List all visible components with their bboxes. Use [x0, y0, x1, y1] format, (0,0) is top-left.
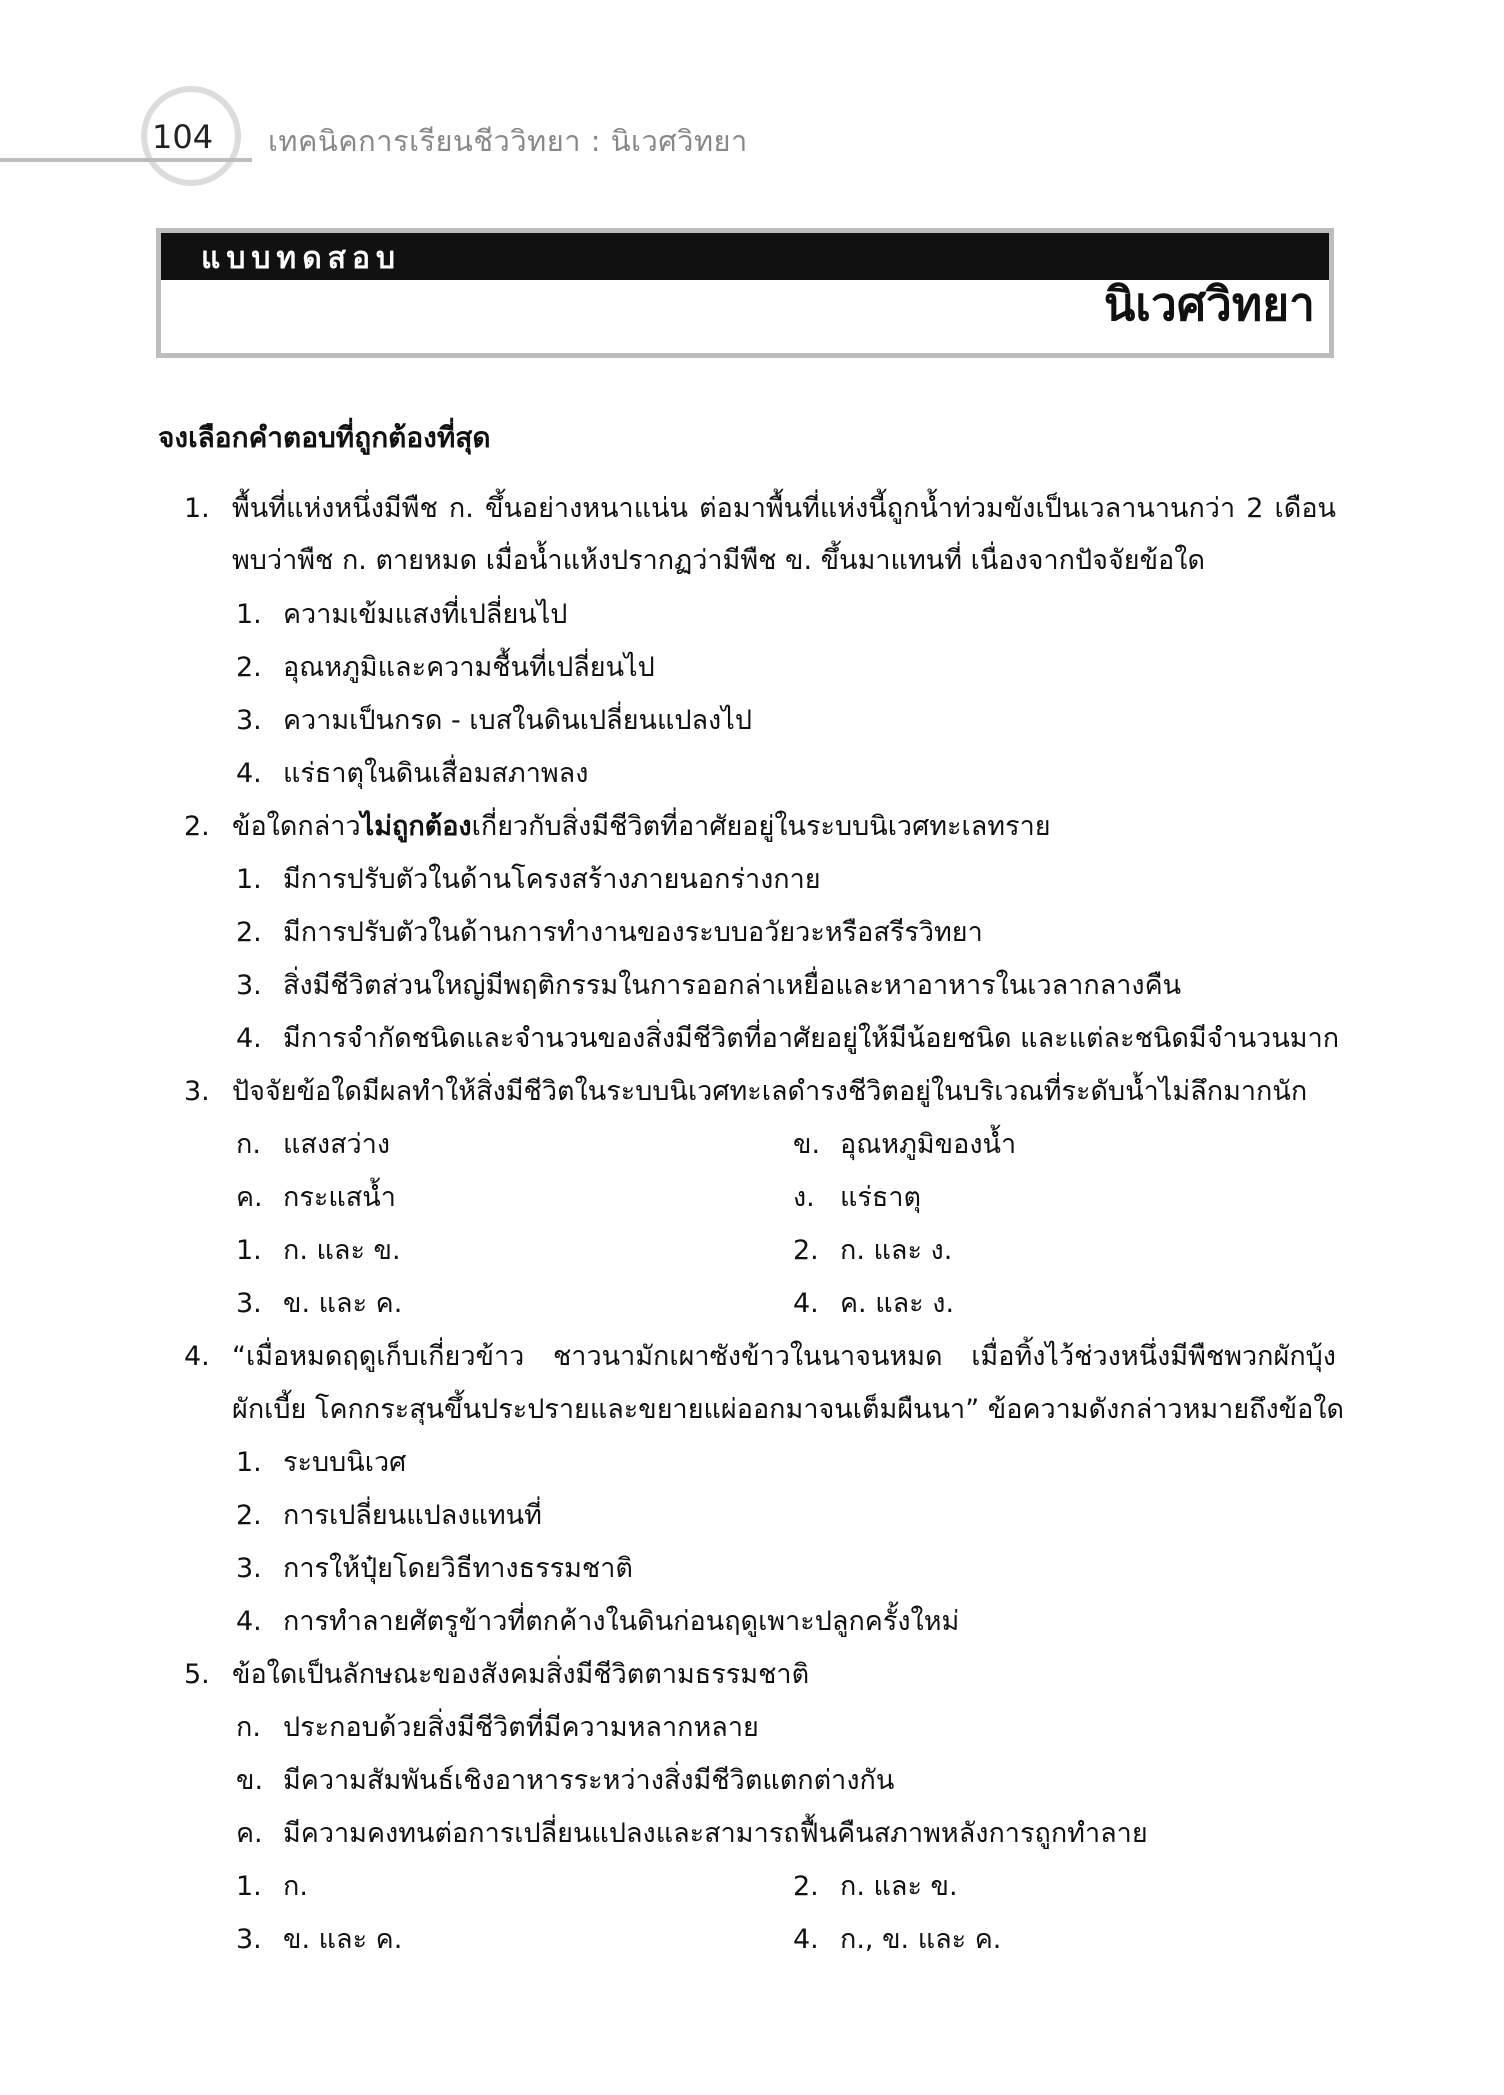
option-text: ก. และ ง.: [840, 1235, 953, 1266]
choice-text: มีความคงทนต่อการเปลี่ยนแปลงและสามารถฟื้นคืนสภาพหลังการถูกทำลาย: [283, 1818, 1148, 1849]
option-text: ค. และ ง.: [840, 1288, 955, 1319]
option-number: 1.: [236, 864, 262, 895]
option-text: ก. และ ข.: [283, 1235, 401, 1266]
option-number: 1.: [236, 1871, 262, 1902]
choice-letter: ข.: [793, 1129, 821, 1160]
choice-text: แร่ธาตุ: [840, 1182, 922, 1213]
option-text: สิ่งมีชีวิตส่วนใหญ่มีพฤติกรรมในการออกล่าเหยื่อและหาอาหารในเวลากลางคืน: [283, 970, 1182, 1001]
choice-text: มีความสัมพันธ์เชิงอาหารระหว่างสิ่งมีชีวิตแตกต่างกัน: [283, 1765, 895, 1796]
option-number: 2.: [793, 1235, 819, 1266]
option-number: 4.: [236, 758, 262, 789]
question-number: 2.: [184, 811, 210, 842]
option-number: 4.: [236, 1606, 262, 1637]
option-number: 3.: [236, 1288, 262, 1319]
option-text: อุณหภูมิและความชื้นที่เปลี่ยนไป: [283, 652, 655, 683]
option-text: ข. และ ค.: [283, 1924, 403, 1955]
option-number: 1.: [236, 1447, 262, 1478]
option-text: การทำลายศัตรูข้าวที่ตกค้างในดินก่อนฤดูเพาะปลูกครั้งใหม่: [283, 1606, 960, 1637]
option-number: 4.: [793, 1288, 819, 1319]
option-text: ก., ข. และ ค.: [840, 1924, 1002, 1955]
option-text: ระบบนิเวศ: [283, 1447, 407, 1478]
instruction: จงเลือกคำตอบที่ถูกต้องที่สุด: [158, 421, 491, 454]
choice-letter: ง.: [793, 1182, 815, 1213]
option-number: 4.: [236, 1023, 262, 1054]
choice-text: แสงสว่าง: [283, 1129, 391, 1160]
option-text: ข. และ ค.: [283, 1288, 403, 1319]
option-number: 2.: [236, 652, 262, 683]
option-text: ความเป็นกรด - เบสในดินเปลี่ยนแปลงไป: [283, 705, 752, 736]
choice-letter: ค.: [236, 1818, 263, 1849]
choice-letter: ก.: [236, 1129, 261, 1160]
question-number: 4.: [184, 1341, 210, 1372]
choice-text: ประกอบด้วยสิ่งมีชีวิตที่มีความหลากหลาย: [283, 1712, 759, 1743]
question-text: พื้นที่แห่งหนึ่งมีพืช ก. ขึ้นอย่างหนาแน่น ต่อมาพื้นที่แห่งนี้ถูกน้ำท่วมขังเป็นเวลานานกว่า 2 เดือน: [232, 493, 1336, 524]
question-text: ปัจจัยข้อใดมีผลทำให้สิ่งมีชีวิตในระบบนิเวศทะเลดำรงชีวิตอยู่ในบริเวณที่ระดับน้ำไม่ลึกมากนัก: [232, 1076, 1308, 1107]
option-text: แร่ธาตุในดินเสื่อมสภาพลง: [283, 758, 589, 789]
choice-text: อุณหภูมิของน้ำ: [840, 1129, 1017, 1160]
question-text: ผักเบี้ย โคกกระสุนขึ้นประปรายและขยายแผ่ออกมาจนเต็มผืนนา” ข้อความดังกล่าวหมายถึงข้อใด: [232, 1394, 1345, 1425]
page-number: 104: [152, 118, 214, 156]
question-number: 5.: [184, 1659, 210, 1690]
choice-letter: ก.: [236, 1712, 261, 1743]
question-text-after: เกี่ยวกับสิ่งมีชีวิตที่อาศัยอยู่ในระบบนิเวศทะเลทราย: [471, 811, 1051, 842]
option-number: 3.: [236, 705, 262, 736]
question-number: 1.: [184, 493, 210, 524]
option-number: 2.: [793, 1871, 819, 1902]
choice-text: กระแสน้ำ: [283, 1182, 396, 1213]
question-text: พบว่าพืช ก. ตายหมด เมื่อน้ำแห้งปรากฏว่ามีพืช ข. ขึ้นมาแทนที่ เนื่องจากปัจจัยข้อใด: [232, 545, 1205, 576]
option-text: ความเข้มแสงที่เปลี่ยนไป: [283, 599, 568, 630]
question-text: ข้อใดเป็นลักษณะของสังคมสิ่งมีชีวิตตามธรรมชาติ: [232, 1659, 810, 1690]
chapter-title: นิเวศวิทยา: [1103, 277, 1315, 331]
title-box: [156, 228, 1334, 358]
option-number: 3.: [236, 970, 262, 1001]
question-text: [232, 810, 1051, 844]
option-number: 2.: [236, 917, 262, 948]
option-number: 1.: [236, 1235, 262, 1266]
running-title: เทคนิคการเรียนชีววิทยา : นิเวศวิทยา: [268, 124, 748, 158]
option-text: มีการปรับตัวในด้านโครงสร้างภายนอกร่างกาย: [283, 864, 821, 895]
option-number: 2.: [236, 1500, 262, 1531]
option-text: มีการปรับตัวในด้านการทำงานของระบบอวัยวะหรือสรีรวิทยา: [283, 917, 983, 948]
question-text: “เมื่อหมดฤดูเก็บเกี่ยวข้าว ชาวนามักเผาซังข้าวในนาจนหมด เมื่อทิ้งไว้ช่วงหนึ่งมีพืชพวกผักบุ้ง: [232, 1341, 1336, 1372]
option-number: 3.: [236, 1553, 262, 1584]
question-emphasis: ไม่ถูกต้อง: [360, 811, 472, 842]
option-number: 1.: [236, 599, 262, 630]
option-text: ก. และ ข.: [840, 1871, 958, 1902]
option-text: มีการจำกัดชนิดและจำนวนของสิ่งมีชีวิตที่อาศัยอยู่ให้มีน้อยชนิด และแต่ละชนิดมีจำนวนมาก: [283, 1023, 1340, 1054]
question-text-before: ข้อใดกล่าว: [232, 811, 361, 842]
question-number: 3.: [184, 1076, 210, 1107]
option-number: 3.: [236, 1924, 262, 1955]
band-label: แบบทดสอบ: [201, 241, 402, 276]
choice-letter: ค.: [236, 1182, 263, 1213]
option-text: การเปลี่ยนแปลงแทนที่: [283, 1500, 542, 1531]
option-text: การให้ปุ๋ยโดยวิธีทางธรรมชาติ: [283, 1553, 633, 1584]
choice-letter: ข.: [236, 1765, 264, 1796]
option-number: 4.: [793, 1924, 819, 1955]
header-rule: [0, 158, 252, 162]
option-text: ก.: [283, 1871, 308, 1902]
